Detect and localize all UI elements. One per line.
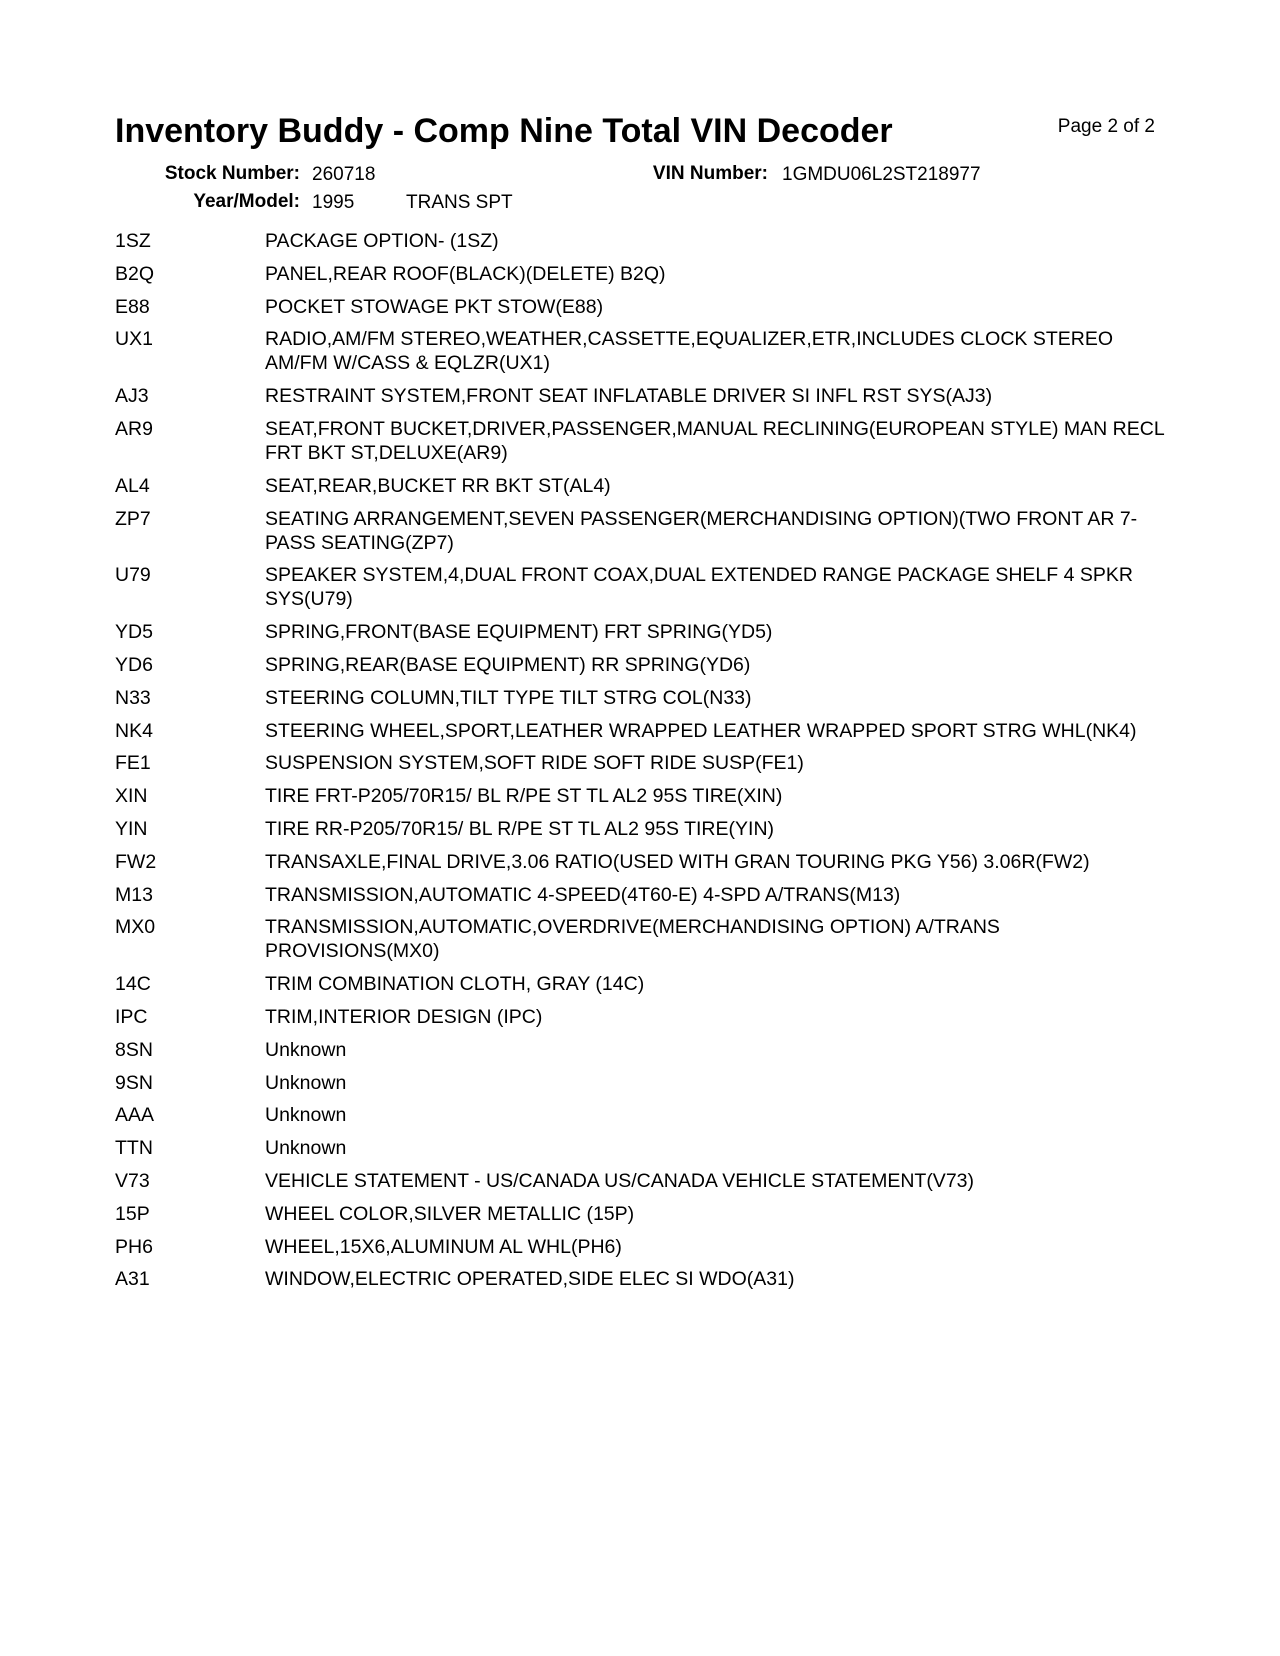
option-row [115, 1169, 1165, 1193]
option-row [115, 1235, 1165, 1259]
option-row [115, 915, 1165, 963]
option-description: TRANSMISSION,AUTOMATIC,OVERDRIVE(MERCHANDISING OPTION) A/TRANS PROVISIONS(MX0) [265, 916, 1000, 963]
option-row [115, 474, 1165, 498]
option-row [115, 327, 1165, 375]
option-code: MX0 [115, 916, 156, 939]
option-description: VEHICLE STATEMENT - US/CANADA US/CANADA VEHICLE STATEMENT(V73) [265, 1169, 974, 1192]
year-value: 1995 [312, 192, 355, 213]
option-row [115, 1103, 1165, 1127]
option-description: TRIM,INTERIOR DESIGN (IPC) [265, 1005, 543, 1028]
option-code: FW2 [115, 850, 157, 873]
option-description: Unknown [265, 1137, 347, 1160]
model-value: TRANS SPT [406, 192, 513, 213]
option-code: N33 [115, 686, 151, 709]
option-code-list [115, 229, 1165, 1300]
option-code: A31 [115, 1268, 150, 1291]
option-code: AAA [115, 1104, 155, 1127]
option-row [115, 817, 1165, 841]
option-row [115, 686, 1165, 710]
option-code: V73 [115, 1169, 150, 1192]
option-description: RESTRAINT SYSTEM,FRONT SEAT INFLATABLE DRIVER SI INFL RST SYS(AJ3) [265, 385, 993, 408]
option-description: TRANSAXLE,FINAL DRIVE,3.06 RATIO(USED WITH GRAN TOURING PKG Y56) 3.06R(FW2) [265, 850, 1090, 873]
option-code: ZP7 [115, 507, 151, 530]
option-row [115, 972, 1165, 996]
option-code: NK4 [115, 719, 153, 742]
option-code: YIN [115, 817, 148, 840]
option-code: E88 [115, 295, 150, 318]
option-code: M13 [115, 883, 153, 906]
option-description: SEATING ARRANGEMENT,SEVEN PASSENGER(MERCHANDISING OPTION)(TWO FRONT AR 7-PASS SEATING(ZP7) [265, 507, 1138, 554]
option-row [115, 1071, 1165, 1095]
option-row [115, 507, 1165, 555]
option-description: STEERING WHEEL,SPORT,LEATHER WRAPPED LEATHER WRAPPED SPORT STRG WHL(NK4) [265, 719, 1137, 742]
option-code: AL4 [115, 474, 150, 497]
option-code: IPC [115, 1005, 148, 1028]
option-row [115, 563, 1165, 611]
option-description: SPEAKER SYSTEM,4,DUAL FRONT COAX,DUAL EXTENDED RANGE PACKAGE SHELF 4 SPKR SYS(U79) [265, 564, 1133, 611]
option-row [115, 384, 1165, 408]
vin-number-label: VIN Number: [652, 163, 768, 184]
option-code: 1SZ [115, 230, 151, 252]
document-title: Inventory Buddy - Comp Nine Total VIN Decoder [115, 112, 893, 150]
option-row [115, 1267, 1165, 1291]
option-row [115, 1202, 1165, 1226]
stock-number-value: 260718 [312, 164, 376, 185]
option-description: TIRE RR-P205/70R15/ BL R/PE ST TL AL2 95S TIRE(YIN) [265, 817, 775, 840]
option-row [115, 417, 1165, 465]
option-row [115, 295, 1165, 319]
option-description: SEAT,FRONT BUCKET,DRIVER,PASSENGER,MANUAL RECLINING(EUROPEAN STYLE) MAN RECL FRT BKT ST,DELUXE(AR9) [265, 417, 1164, 464]
option-description: PACKAGE OPTION- (1SZ) [265, 230, 499, 252]
option-row [115, 719, 1165, 743]
option-row [115, 262, 1165, 286]
option-description: SPRING,REAR(BASE EQUIPMENT) RR SPRING(YD6) [265, 653, 751, 676]
option-row [115, 784, 1165, 808]
option-code: TTN [115, 1137, 153, 1160]
option-code: PH6 [115, 1235, 153, 1258]
option-description: RADIO,AM/FM STEREO,WEATHER,CASSETTE,EQUALIZER,ETR,INCLUDES CLOCK STEREO AM/FM W/CASS & EQLZR(UX1) [265, 328, 1114, 375]
stock-number-label: Stock Number: [164, 163, 300, 184]
option-code: U79 [115, 564, 151, 587]
vin-number-value: 1GMDU06L2ST218977 [782, 164, 981, 185]
option-code: YD6 [115, 653, 153, 676]
option-code: 15P [115, 1202, 150, 1225]
page-number: Page 2 of 2 [1057, 116, 1155, 137]
option-description: POCKET STOWAGE PKT STOW(E88) [265, 295, 604, 318]
option-code: XIN [115, 785, 148, 808]
option-description: Unknown [265, 1071, 347, 1094]
option-code: UX1 [115, 328, 153, 351]
option-description: STEERING COLUMN,TILT TYPE TILT STRG COL(N33) [265, 686, 752, 709]
option-row [115, 1005, 1165, 1029]
option-row [115, 1136, 1165, 1160]
option-description: SPRING,FRONT(BASE EQUIPMENT) FRT SPRING(YD5) [265, 621, 773, 644]
option-code: FE1 [115, 752, 151, 775]
option-row [115, 620, 1165, 644]
option-row [115, 1038, 1165, 1062]
option-code: 14C [115, 973, 151, 996]
option-description: TRIM COMBINATION CLOTH, GRAY (14C) [265, 973, 645, 996]
option-description: WHEEL,15X6,ALUMINUM AL WHL(PH6) [265, 1235, 622, 1258]
year-model-label: Year/Model: [193, 191, 300, 212]
option-description: WHEEL COLOR,SILVER METALLIC (15P) [265, 1202, 635, 1225]
option-description: TIRE FRT-P205/70R15/ BL R/PE ST TL AL2 95S TIRE(XIN) [265, 785, 783, 808]
option-code: 8SN [115, 1038, 153, 1061]
option-row [115, 883, 1165, 907]
option-row [115, 229, 1165, 253]
option-description: SUSPENSION SYSTEM,SOFT RIDE SOFT RIDE SUSP(FE1) [265, 752, 804, 775]
option-description: PANEL,REAR ROOF(BLACK)(DELETE) B2Q) [265, 262, 666, 285]
option-row [115, 751, 1165, 775]
option-code: AR9 [115, 417, 153, 440]
option-description: SEAT,REAR,BUCKET RR BKT ST(AL4) [265, 474, 611, 497]
option-description: Unknown [265, 1038, 347, 1061]
option-row [115, 653, 1165, 677]
option-code: YD5 [115, 621, 153, 644]
option-description: Unknown [265, 1104, 347, 1127]
option-code: B2Q [115, 262, 155, 285]
option-row [115, 850, 1165, 874]
option-description: WINDOW,ELECTRIC OPERATED,SIDE ELEC SI WDO(A31) [265, 1268, 795, 1291]
option-description: TRANSMISSION,AUTOMATIC 4-SPEED(4T60-E) 4-SPD A/TRANS(M13) [265, 883, 901, 906]
option-code: 9SN [115, 1071, 153, 1094]
option-code: AJ3 [115, 385, 149, 408]
